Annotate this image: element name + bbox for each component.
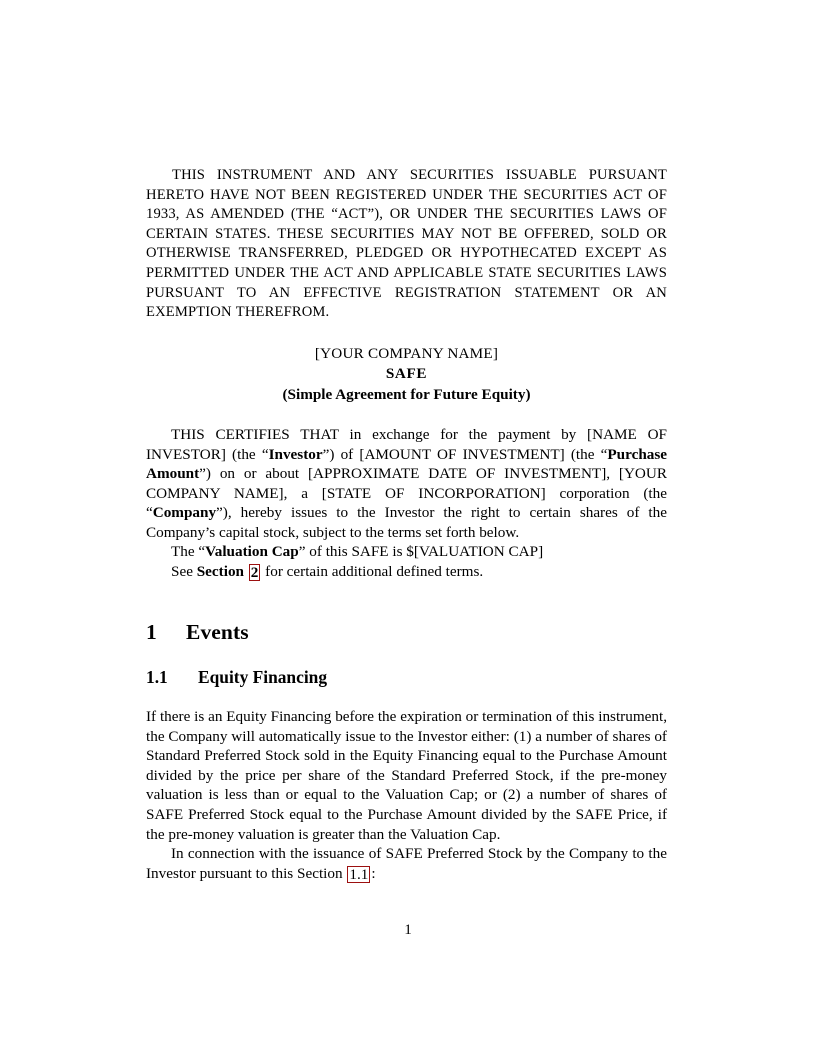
securities-legend [146,166,667,323]
section-2-link[interactable]: 2 [250,563,259,581]
subsection-1-1-title: Equity Financing [198,666,328,687]
securities-legend-text: THIS INSTRUMENT AND ANY SECURITIES ISSUABLE PURSUANT HERETO HAVE NOT BEEN REGISTERED UNDER THE SECURITIES ACT OF 1933, AS AMENDED (THE “ACT”), OR UNDER THE SECURITIES LAWS OF CERTAIN STATES. THESE SECURITIES MAY NOT BE OFFERED, SOLD OR OTHERWISE TRANSFERRED, PLEDGED OR HYPOTHECATED EXCEPT AS PERMITTED UNDER THE ACT AND APPLICABLE STATE SECURITIES LAWS PURSUANT TO AN EFFECTIVE REGISTRATION STATEMENT OR AN EXEMPTION THEREFROM. [146,167,667,321]
document-text-block [146,166,667,883]
subsection-1-1-number: 1.1 [146,666,168,687]
certifies-paragraph [146,425,667,542]
defined-term-purchase-amount: Purchase Amount [146,445,668,483]
instrument-subtitle: (Simple Agreement for Future Equity) [282,385,531,403]
defined-term-valuation-cap: Valuation Cap [205,543,299,561]
see-section-segment-2: for certain additional defined terms. [261,562,484,580]
section-1-heading-wrap [146,622,667,644]
defined-term-investor: Investor [268,445,323,463]
instrument-title: SAFE [385,365,428,383]
valuation-cap-segment-1: The “ [171,543,206,561]
see-section-paragraph [146,562,667,582]
subsection-1-1-heading-wrap [146,666,667,687]
page-number: 1 [404,921,412,938]
certifies-segment-3: ”) on or about [APPROXIMATE DATE OF INVESTMENT], [YOUR COMPANY NAME], a [STATE OF INCORPORATION] corporation (the “ [146,465,667,522]
subsection-1-1-paragraph: If there is an Equity Financing before the expiration or termination of this instrument, the Company will automatically issue to the Investor either: (1) a number of shares of Standard Preferred Stock sold in the Equity Financing equal to the Purchase Amount divided by the price per share of the Standard Preferred Stock, if the pre-money valuation is less than or equal to the Valuation Cap; or (2) a number of shares of SAFE Preferred Stock equal to the Purchase Amount divided by the SAFE Price, if the pre-money valuation is greater than the Valuation Cap. [146,708,667,843]
certifies-segment-1: THIS CERTIFIES THAT in exchange for the payment by [NAME OF INVESTOR] (the “ [146,425,667,463]
issuance-segment-2: : [371,864,376,882]
certifies-segment-4: ”), hereby issues to the Investor the right to certain shares of the Company’s capital stock, subject to the terms set forth below. [146,504,667,541]
company-name: [YOUR COMPANY NAME] [314,344,499,362]
section-1-number: 1 [146,620,157,645]
certifies-segment-2: ”) of [AMOUNT OF INVESTMENT] (the “ [322,445,608,463]
issuance-segment-1: In connection with the issuance of SAFE Preferred Stock by the Company to the Investor pursuant to this Section [146,845,667,882]
section-1-heading [146,622,667,644]
section-label: Section [196,562,244,580]
subsection-1-1-heading [146,666,667,687]
valuation-cap-segment-2: ” of this SAFE is $[VALUATION CAP] [298,543,544,561]
issuance-paragraph [146,844,667,883]
defined-term-company: Company [152,504,217,522]
title-block [146,344,667,405]
section-1-1-link[interactable]: 1.1 [349,865,369,883]
see-section-segment-1: See [171,562,197,580]
valuation-cap-paragraph [146,542,667,562]
section-1-title: Events [186,620,249,645]
